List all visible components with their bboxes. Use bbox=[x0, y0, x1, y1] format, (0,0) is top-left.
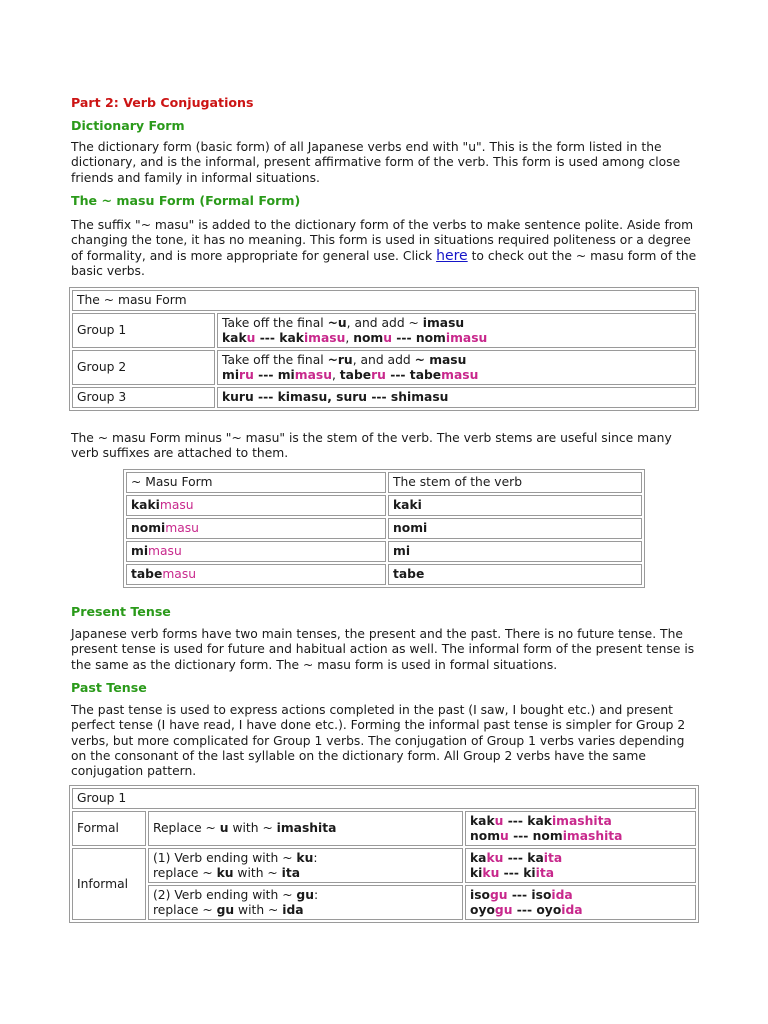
informal-label-cell: Informal bbox=[72, 848, 146, 920]
masu-form-cell: mimasu bbox=[126, 541, 386, 562]
col-header-masu-form: ~ Masu Form bbox=[126, 472, 386, 493]
table-row bbox=[72, 811, 696, 846]
masu-form-heading: The ~ masu Form (Formal Form) bbox=[71, 193, 301, 208]
present-tense-heading: Present Tense bbox=[71, 604, 171, 619]
gu-rule-line-1: (2) Verb ending with ~ gu: bbox=[153, 887, 319, 902]
formal-rule-cell: Replace ~ u with ~ imashita bbox=[148, 811, 463, 846]
table-row bbox=[126, 472, 642, 493]
masu-form-cell: kakimasu bbox=[126, 495, 386, 516]
formal-example-2: nomu --- nomimashita bbox=[470, 828, 623, 843]
gu-rule-line-2: replace ~ gu with ~ ida bbox=[153, 902, 304, 917]
table-row bbox=[72, 313, 696, 348]
table-row bbox=[126, 541, 642, 562]
table-row bbox=[72, 788, 696, 809]
part-title: Part 2: Verb Conjugations bbox=[71, 95, 254, 110]
ku-rule-cell bbox=[148, 848, 463, 883]
ku-examples-cell bbox=[465, 848, 696, 883]
group2-examples: miru --- mimasu, taberu --- tabemasu bbox=[222, 367, 479, 382]
gu-example-1: isogu --- isoida bbox=[470, 887, 573, 902]
stem-cell: mi bbox=[388, 541, 642, 562]
group3-examples: kuru --- kimasu, suru --- shimasu bbox=[217, 387, 696, 408]
group-label-cell: Group 2 bbox=[72, 350, 215, 385]
table-header-cell: Group 1 bbox=[72, 788, 696, 809]
ku-example-2: kiku --- kiita bbox=[470, 865, 555, 880]
table-row bbox=[126, 518, 642, 539]
ku-example-1: kaku --- kaita bbox=[470, 850, 563, 865]
formal-example-1: kaku --- kakimashita bbox=[470, 813, 612, 828]
masu-form-paragraph bbox=[71, 218, 699, 279]
table-row bbox=[72, 350, 696, 385]
table-row bbox=[72, 387, 696, 408]
gu-example-2: oyogu --- oyoida bbox=[470, 902, 583, 917]
here-link[interactable]: here bbox=[436, 247, 468, 264]
masu-text-after-link: to check out the ~ masu form of the basic verbs. bbox=[71, 248, 697, 278]
stem-cell: tabe bbox=[388, 564, 642, 585]
gu-rule-cell bbox=[148, 885, 463, 920]
group1-rule: Take off the final ~u, and add ~ imasu bbox=[222, 315, 465, 330]
ku-rule-line-2: replace ~ ku with ~ ita bbox=[153, 865, 301, 880]
formal-examples-cell bbox=[465, 811, 696, 846]
dictionary-form-paragraph: The dictionary form (basic form) of all Japanese verbs end with "u". This is the form listed in the dictionary, and is the informal, present affirmative form of the verb. This form is used among close friends and family in informal situations. bbox=[71, 140, 681, 185]
past-tense-paragraph: The past tense is used to express actions completed in the past (I saw, I bought etc.) and present perfect tense (I have read, I have done etc.). Forming the informal past tense is simpler for Group 2 verbs, but more complicated for Group 1 verbs. The conjugation of Group 1 verbs varies depending on the consonant of the last syllable on the dictionary form. All Group 2 verbs have the same conjugation pattern. bbox=[71, 703, 686, 779]
masu-form-cell: tabemasu bbox=[126, 564, 386, 585]
group-label-cell: Group 3 bbox=[72, 387, 215, 408]
past-tense-heading: Past Tense bbox=[71, 680, 147, 695]
masu-form-table bbox=[69, 287, 699, 411]
group2-rule-cell bbox=[217, 350, 696, 385]
table-row bbox=[126, 495, 642, 516]
stem-cell: nomi bbox=[388, 518, 642, 539]
group1-rule-cell bbox=[217, 313, 696, 348]
masu-text-before-link: The suffix "~ masu" is added to the dictionary form of the verbs to make sentence polite. Aside from changing the tone, it has no meaning. This form is used in situations required politeness or a degree of formality, and is more appropriate for general use. Click bbox=[71, 218, 694, 263]
table-row bbox=[126, 564, 642, 585]
stem-table bbox=[123, 469, 645, 588]
group1-examples: kaku --- kakimasu, nomu --- nomimasu bbox=[222, 330, 488, 345]
table-header-cell: The ~ masu Form bbox=[72, 290, 696, 311]
stem-cell: kaki bbox=[388, 495, 642, 516]
table-row bbox=[72, 290, 696, 311]
col-header-stem: The stem of the verb bbox=[388, 472, 642, 493]
table-row bbox=[72, 848, 696, 883]
past-tense-table bbox=[69, 785, 699, 923]
stem-paragraph: The ~ masu Form minus "~ masu" is the stem of the verb. The verb stems are useful since many verb suffixes are attached to them. bbox=[71, 431, 672, 461]
group-label-cell: Group 1 bbox=[72, 313, 215, 348]
masu-form-cell: nomimasu bbox=[126, 518, 386, 539]
gu-examples-cell bbox=[465, 885, 696, 920]
ku-rule-line-1: (1) Verb ending with ~ ku: bbox=[153, 850, 318, 865]
present-tense-paragraph: Japanese verb forms have two main tenses, the present and the past. There is no future tense. The present tense is used for future and habitual action as well. The informal form of the present tense is the same as the dictionary form. The ~ masu form is used in formal situations. bbox=[71, 627, 695, 672]
dictionary-form-heading: Dictionary Form bbox=[71, 118, 185, 133]
table-row bbox=[72, 885, 696, 920]
group2-rule: Take off the final ~ru, and add ~ masu bbox=[222, 352, 467, 367]
formal-label-cell: Formal bbox=[72, 811, 146, 846]
